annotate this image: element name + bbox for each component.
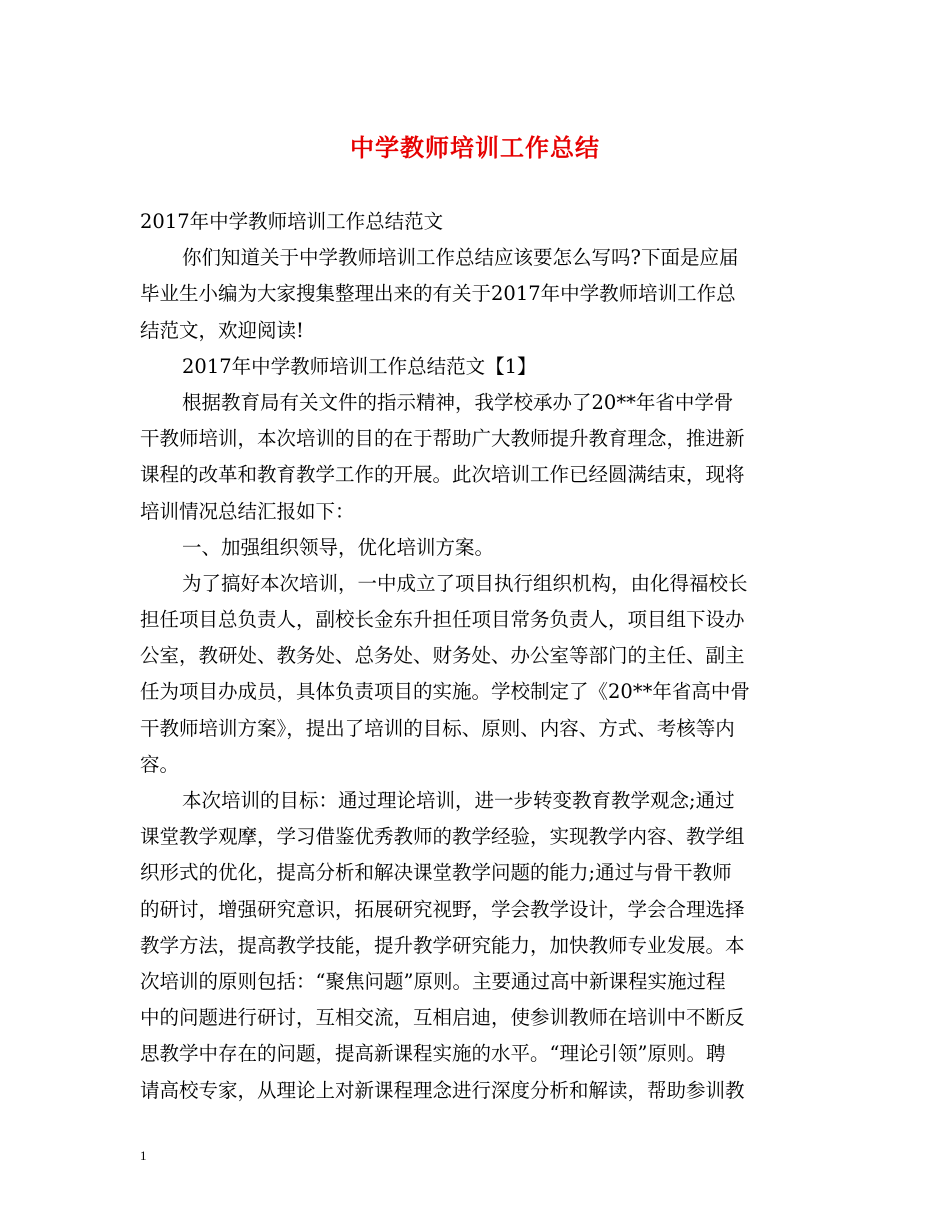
text-line: 课堂教学观摩，学习借鉴优秀教师的教学经验，实现教学内容、教学组 bbox=[140, 825, 745, 849]
page-number: 1 bbox=[140, 1148, 147, 1163]
text-line: 中的问题进行研讨，互相交流，互相启迪，使参训教师在培训中不断反 bbox=[140, 1006, 745, 1030]
text-line: 培训情况总结汇报如下： bbox=[140, 499, 355, 523]
text-line: 你们知道关于中学教师培训工作总结应该要怎么写吗?下面是应届 bbox=[182, 246, 739, 270]
text-line: 织形式的优化，提高分析和解决课堂教学问题的能力;通过与骨干教师 bbox=[140, 861, 732, 885]
text-line: 的研讨，增强研究意识，拓展研究视野，学会教学设计，学会合理选择 bbox=[140, 897, 745, 921]
text-line: 公室，教研处、教务处、总务处、财务处、办公室等部门的主任、副主 bbox=[140, 644, 745, 668]
text-line: 为了搞好本次培训，一中成立了项目执行组织机构，由化得福校长 bbox=[182, 571, 748, 595]
text-line: 干教师培训，本次培训的目的在于帮助广大教师提升教育理念，推进新 bbox=[140, 427, 745, 451]
text-line: 课程的改革和教育教学工作的开展。此次培训工作已经圆满结束，现将 bbox=[140, 463, 745, 487]
text-line: 2017年中学教师培训工作总结范文 bbox=[140, 210, 444, 233]
text-line: 根据教育局有关文件的指示精神，我学校承办了20**年省中学骨 bbox=[182, 390, 734, 414]
text-line: 毕业生小编为大家搜集整理出来的有关于2017年中学教师培训工作总 bbox=[140, 282, 736, 306]
text-line: 任为项目办成员，具体负责项目的实施。学校制定了《20**年省高中骨 bbox=[140, 680, 750, 704]
document-title: 中学教师培训工作总结 bbox=[350, 133, 600, 162]
text-line: 一、加强组织领导，优化培训方案。 bbox=[182, 535, 495, 559]
text-line: 请高校专家，从理论上对新课程理念进行深度分析和解读，帮助参训教 bbox=[140, 1078, 745, 1102]
text-line: 干教师培训方案》，提出了培训的目标、原则、内容、方式、考核等内 bbox=[140, 716, 735, 740]
text-line: 担任项目总负责人，副校长金东升担任项目常务负责人，项目组下设办 bbox=[140, 608, 745, 632]
text-line: 容。 bbox=[140, 752, 180, 776]
text-line: 思教学中存在的问题，提高新课程实施的水平。“理论引领”原则。聘 bbox=[140, 1042, 726, 1066]
text-line: 2017年中学教师培训工作总结范文【1】 bbox=[182, 354, 537, 378]
text-line: 结范文，欢迎阅读! bbox=[140, 318, 304, 342]
text-line: 本次培训的目标：通过理论培训，进一步转变教育教学观念;通过 bbox=[182, 789, 735, 812]
document-body bbox=[140, 204, 812, 1109]
text-line: 次培训的原则包括：“聚焦问题”原则。主要通过高中新课程实施过程 bbox=[140, 969, 726, 993]
text-line: 教学方法，提高教学技能，提升教学研究能力，加快教师专业发展。本 bbox=[140, 933, 745, 957]
